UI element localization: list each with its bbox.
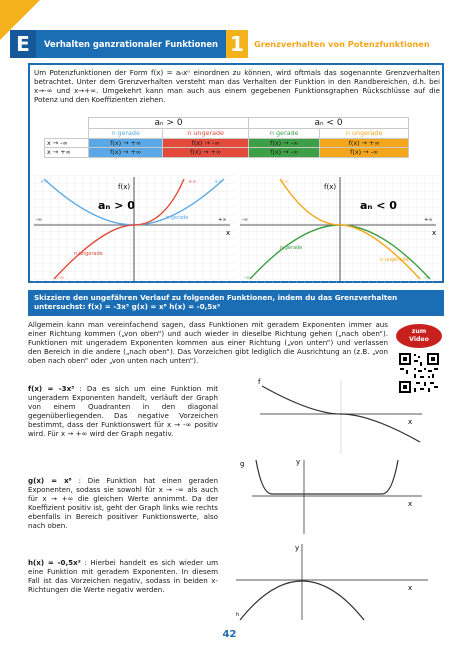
h-y-label: y <box>295 544 300 552</box>
cell: f(x) → +∞ <box>89 148 163 158</box>
g-head: g(x) = x⁸ <box>28 476 72 485</box>
g-y-label: y <box>296 458 301 466</box>
cell: f(x) → +∞ <box>89 138 163 148</box>
g-text: : Die Funktion hat einen geraden Exponenten, sodass sie sowohl für x → -∞ als auch für x → +∞ die gleichen Werte annimmt. Da der Koeffizient positiv ist, geht der Graph links wie rechts ebenfalls in Bereich positiver Funktionswerte, also nach oben. <box>28 476 218 531</box>
h-x-label: x <box>408 584 413 592</box>
minf-axis: -∞ <box>242 217 248 223</box>
cell: f(x) → +∞ <box>163 148 249 158</box>
sub-1: n gerade <box>89 129 163 139</box>
theory-box <box>28 63 444 283</box>
label-gerade: n gerade <box>280 245 303 251</box>
section-g <box>28 476 218 531</box>
h-text: : Hierbei handelt es sich wieder um eine Funktion mit geradem Exponenten. In diesem Fall ist das Vorzeichen negativ, sodass in beiden x-Richtungen die Werte negativ werden. <box>28 558 218 595</box>
chapter-header <box>10 30 449 58</box>
g-graph-label: g <box>240 460 245 468</box>
general-text: Allgemein kann man vereinfachend sagen, dass Funktionen mit geradem Exponenten immer aus einer Richtung kommen („von oben“) und auch wieder in dieselbe Richtung gehen („nach oben“). Funktionen mit ungeradem Exponenten kommen aus einer Richtung („von unten“) und verlassen den Bereich in die andere („nach oben“). Das Vorzeichen gibt lediglich die Ausrichtung an (z.B. „von oben nach oben“ oder „von unten nach unten“). <box>28 320 388 366</box>
pinf-orange: +∞ <box>280 179 289 185</box>
f-graph-label: f <box>258 378 261 386</box>
pinf-axis: +∞ <box>218 217 227 223</box>
section-title: Grenzverhalten von Potenzfunktionen <box>248 30 449 58</box>
g-x-label: x <box>408 500 413 508</box>
h-graph-label: h <box>236 612 240 618</box>
f-text: : Da es sich um eine Funktion mit ungeradem Exponenten handelt, verläuft der Graph von einem Quadranten in den diagonal gegenüberliegenden. Das negative Vorzeichen bestimmt, dass der Funktionswert für x → -∞ positiv wird. Für x → +∞ wird der Graph negativ. <box>28 384 218 439</box>
pinf-right: +∞ <box>214 179 223 185</box>
graph-f <box>232 376 444 458</box>
cell: f(x) → -∞ <box>320 148 409 158</box>
f-head: f(x) = -3x³ <box>28 384 75 393</box>
pinf-left: +∞ <box>40 179 49 185</box>
chapter-title: Verhalten ganzrationaler Funktionen <box>44 39 219 49</box>
label-ungerade: n ungerade <box>380 257 409 263</box>
intro-text: Um Potenzfunktionen der Form f(x) = aₙxⁿ einordnen zu können, wird oftmals das sogenannte Grenzverhalten betrachtet. Unter dem Grenzverhalten versteht man das Verhalten der Funktion in den Randbereichen, d.h. bei x→-∞ und x→+∞. Umgekehrt kann man auch aus einem gegebenen Funktionsgraphen Rückschlüsse auf die Potenz und den Koeffizienten ziehen. <box>34 68 440 105</box>
graph-title: aₙ > 0 <box>98 199 135 212</box>
video-line1: zum <box>411 328 427 335</box>
task-box: Skizziere den ungefähren Verlauf zu folgenden Funktionen, indem du das Grenzverhalten untersuchst: f(x) = -3x³ g(x) = x⁸ h(x) = -0,5x² <box>28 290 444 316</box>
label-gerade: n gerade <box>166 215 189 221</box>
sub-2: n ungerade <box>163 129 249 139</box>
graph-positive <box>34 175 234 283</box>
graph-h <box>232 540 444 622</box>
row1-label: x → -∞ <box>45 138 89 148</box>
cell: f(x) → +∞ <box>320 138 409 148</box>
section-f <box>28 384 218 439</box>
header-pos: aₙ > 0 <box>89 118 249 129</box>
limit-table <box>44 117 409 158</box>
minf-axis: -∞ <box>36 217 42 223</box>
label-ungerade: n ungerade <box>74 251 103 257</box>
fx-label: f(x) <box>118 183 131 191</box>
x-label: x <box>432 229 437 237</box>
graph-title: aₙ < 0 <box>360 199 397 212</box>
pinf-red: +∞ <box>188 179 197 185</box>
pinf-axis: +∞ <box>424 217 433 223</box>
video-badge[interactable] <box>396 324 442 348</box>
fx-label: f(x) <box>324 183 337 191</box>
minf-red: -∞ <box>58 275 64 281</box>
chapter-letter: E <box>10 30 36 58</box>
sub-4: n ungerade <box>320 129 409 139</box>
graph-negative <box>240 175 440 283</box>
h-head: h(x) = -0,5x² <box>28 558 81 567</box>
section-number: 1 <box>226 30 248 58</box>
header-neg: aₙ < 0 <box>249 118 409 129</box>
cell: f(x) → -∞ <box>249 148 320 158</box>
f-x-label: x <box>408 418 413 426</box>
graph-g <box>232 456 444 538</box>
cell: f(x) → -∞ <box>163 138 249 148</box>
cell: f(x) → -∞ <box>249 138 320 148</box>
sub-3: n gerade <box>249 129 320 139</box>
minf-left: -∞ <box>244 275 250 281</box>
video-line2: Video <box>409 336 429 343</box>
x-label: x <box>226 229 231 237</box>
section-h <box>28 558 218 594</box>
page-number: 42 <box>222 629 237 640</box>
row2-label: x → +∞ <box>45 148 89 158</box>
minf-right: -∞ <box>424 275 430 281</box>
